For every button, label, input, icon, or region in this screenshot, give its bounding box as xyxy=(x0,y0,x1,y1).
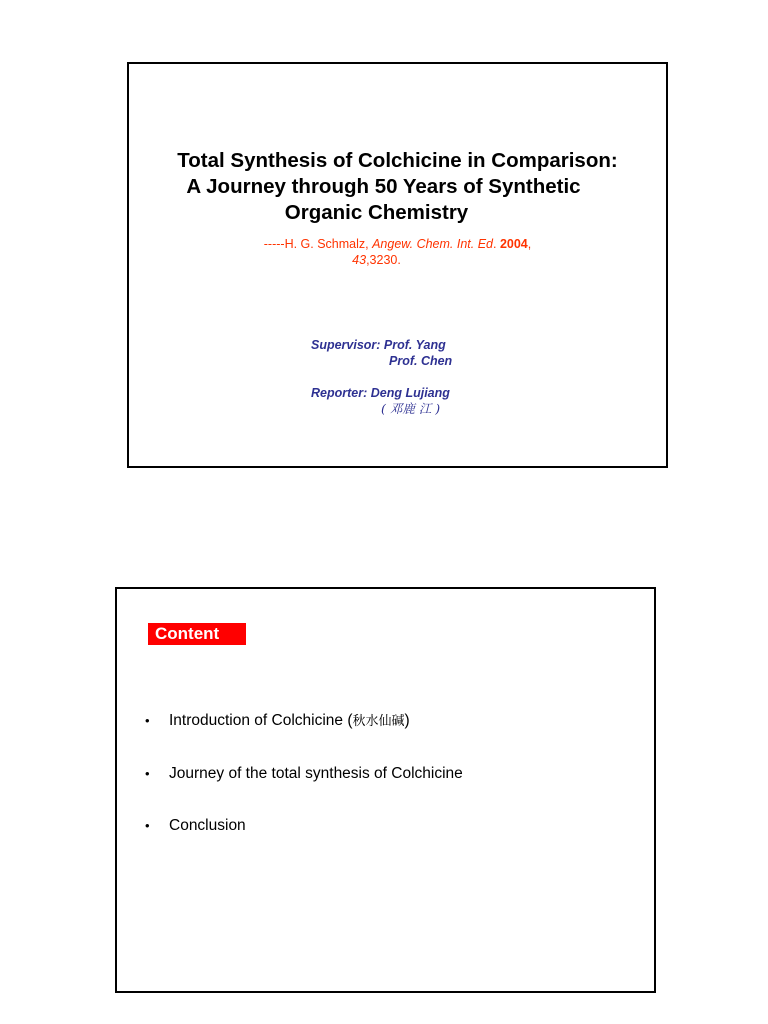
citation-line-2 xyxy=(87,252,666,268)
people-block xyxy=(311,337,452,417)
list-item-text: Journey of the total synthesis of Colchicine xyxy=(169,765,463,782)
bullet-icon: • xyxy=(145,713,150,728)
list-item xyxy=(145,711,463,732)
title-line-3: Organic Chemistry xyxy=(284,201,469,224)
citation-volume: 43 xyxy=(352,253,367,267)
citation-author: -----H. G. Schmalz, xyxy=(263,237,373,251)
reporter-line: Reporter: Deng Lujiang xyxy=(311,386,450,400)
slide-title xyxy=(129,148,666,226)
citation-dot: . xyxy=(493,237,500,251)
list-item xyxy=(145,816,463,836)
title-slide xyxy=(127,62,668,468)
supervisor-line-2: Prof. Chen xyxy=(389,354,453,368)
reporter-chinese-name: ( 邓鹿 江 ) xyxy=(381,401,441,416)
citation-journal: Angew. Chem. Int. Ed xyxy=(372,237,493,251)
content-heading: Content xyxy=(148,623,246,645)
citation-pages: ,3230. xyxy=(366,253,401,267)
list-item-text: Conclusion xyxy=(169,817,246,834)
list-item xyxy=(145,764,463,784)
title-line-1: Total Synthesis of Colchicine in Comparison: xyxy=(177,149,618,172)
list-item-tail: ) xyxy=(404,712,410,729)
bullet-icon: • xyxy=(145,766,150,781)
content-slide xyxy=(115,587,656,993)
content-list xyxy=(145,711,463,868)
citation-line-1 xyxy=(129,236,666,252)
bullet-icon: • xyxy=(145,818,150,833)
title-line-2: A Journey through 50 Years of Synthetic xyxy=(186,175,581,198)
citation-year: 2004 xyxy=(499,237,528,251)
supervisor-line: Supervisor: Prof. Yang xyxy=(311,338,446,352)
list-item-text: Introduction of Colchicine ( xyxy=(169,712,353,729)
citation xyxy=(129,236,666,268)
list-item-chinese: 秋水仙碱 xyxy=(352,714,405,729)
citation-comma: , xyxy=(527,237,532,251)
